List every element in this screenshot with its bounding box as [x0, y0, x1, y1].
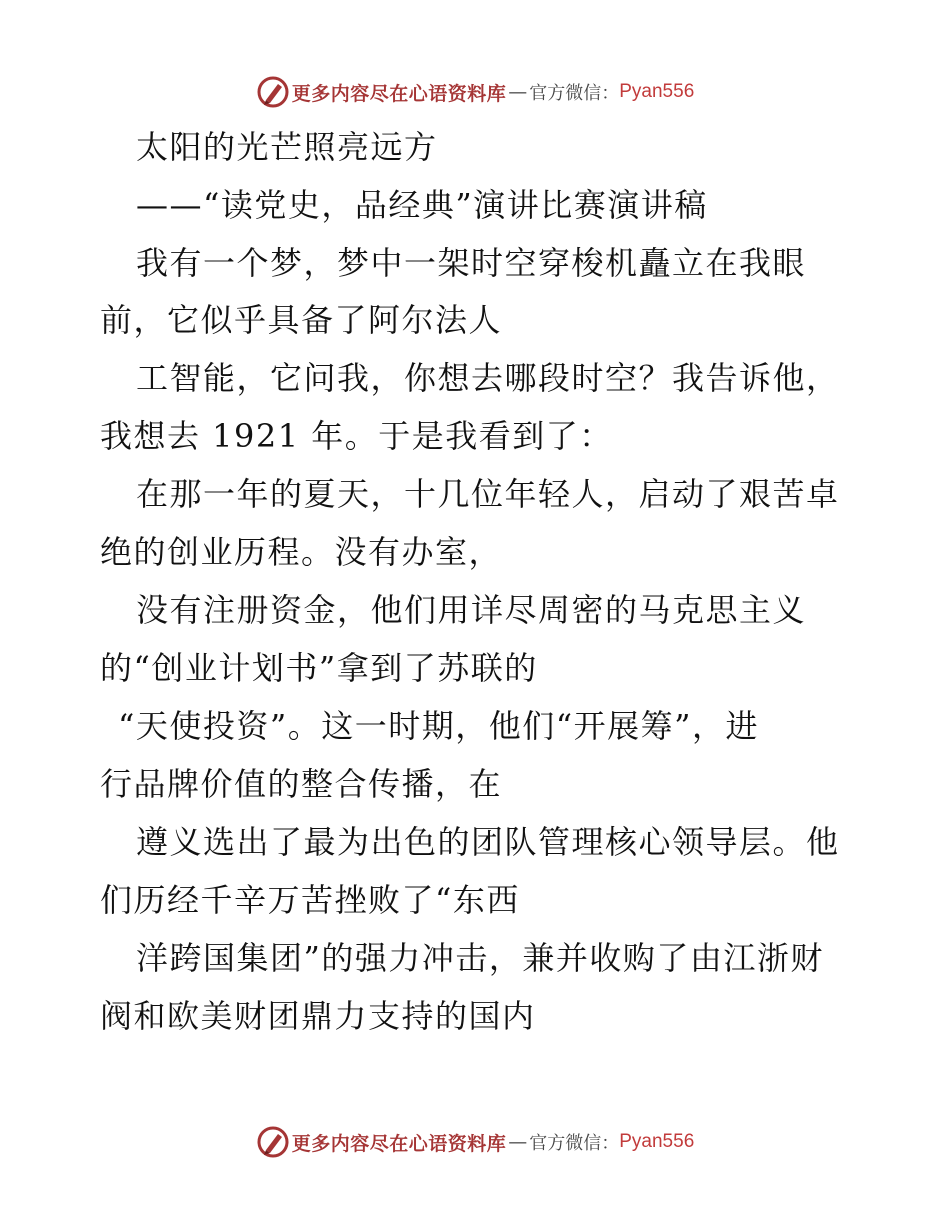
pen-logo-icon [256, 75, 290, 109]
paragraph-line: 们历经千辛万苦挫败了“东西 [100, 881, 520, 919]
paragraph-line: 的“创业计划书”拿到了苏联的 [100, 649, 538, 687]
paragraph-line: 洋跨国集团”的强力冲击，兼并收购了由江浙财 [136, 939, 824, 977]
footer-banner [0, 1122, 950, 1162]
wechat-label: 官方微信： [529, 1133, 620, 1154]
paragraph-line: 遵义选出了最为出色的团队管理核心领导层。他 [136, 823, 840, 861]
paragraph-line: “天使投资”。这一时期，他们“开展筹”，进 [118, 707, 759, 745]
pen-logo-icon [256, 1125, 290, 1159]
document-subtitle: ——“读党史，品经典”演讲比赛演讲稿 [136, 186, 708, 224]
banner-separator: — [508, 1131, 528, 1153]
paragraph-line: 在那一年的夏天，十几位年轻人，启动了艰苦卓 [136, 475, 840, 513]
header-banner [0, 72, 950, 112]
paragraph-line: 阀和欧美财团鼎力支持的国内 [100, 997, 536, 1035]
banner-text: 更多内容尽在心语资料库 [291, 1132, 507, 1155]
document-title: 太阳的光芒照亮远方 [136, 128, 438, 166]
wechat-id: Pyan556 [619, 81, 695, 102]
paragraph-line: 没有注册资金，他们用详尽周密的马克思主义 [136, 591, 807, 629]
paragraph-line: 前，它似乎具备了阿尔法人 [100, 301, 503, 339]
paragraph-line: 行品牌价值的整合传播，在 [100, 765, 503, 803]
wechat-id: Pyan556 [619, 1131, 695, 1152]
paragraph-line: 绝的创业历程。没有办室， [100, 533, 503, 571]
wechat-label: 官方微信： [529, 83, 620, 104]
paragraph-line: 我有一个梦，梦中一架时空穿梭机矗立在我眼 [136, 244, 807, 282]
paragraph-line: 工智能，它问我，你想去哪段时空？我告诉他， [136, 359, 840, 397]
paragraph-line: 我想去 1921 年。于是我看到了： [100, 417, 613, 455]
banner-separator: — [508, 81, 528, 103]
banner-text: 更多内容尽在心语资料库 [291, 82, 507, 105]
